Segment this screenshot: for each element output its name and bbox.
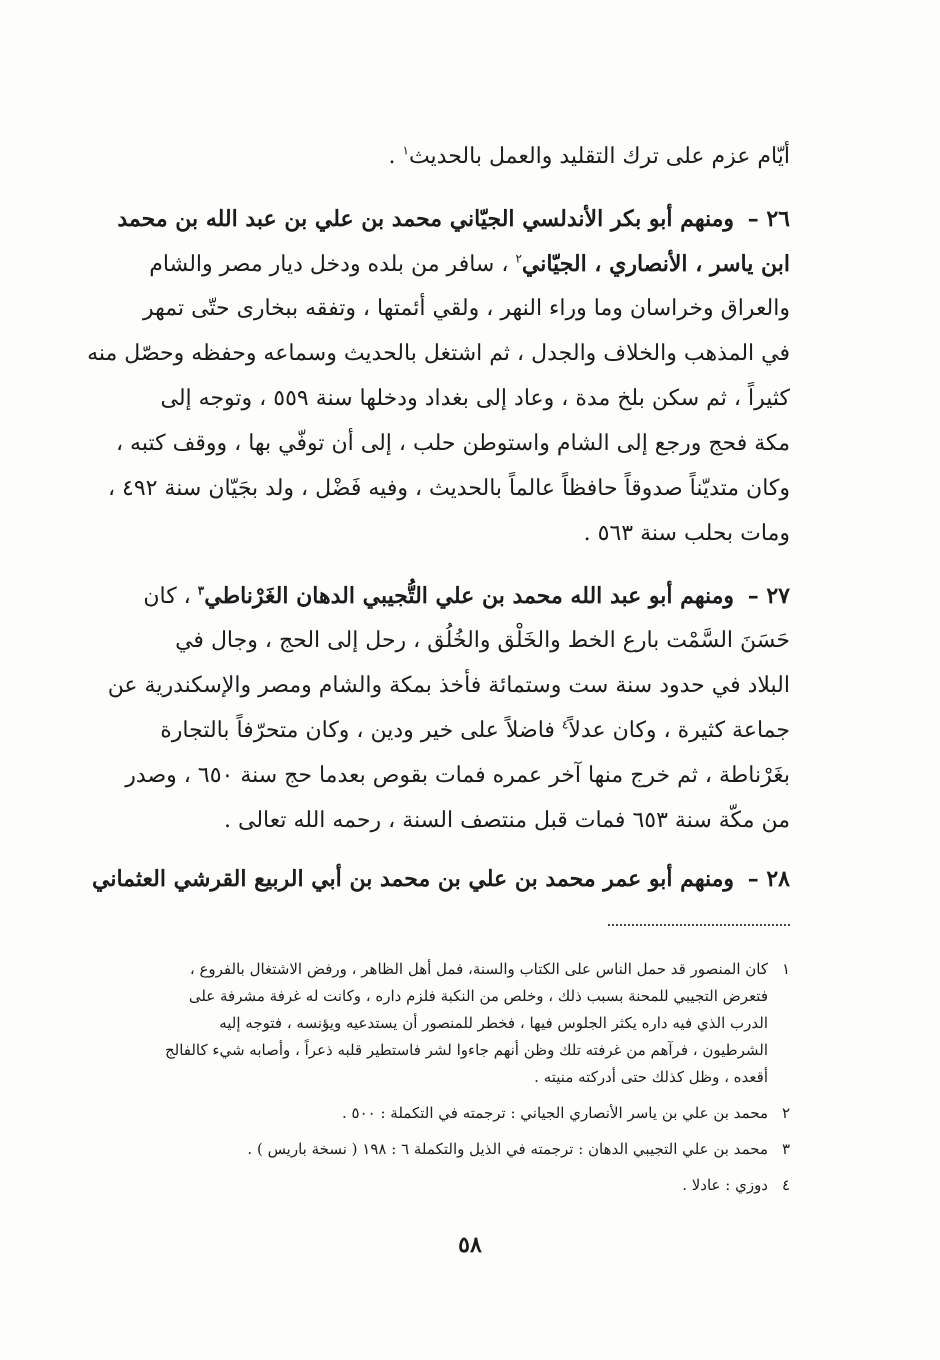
entry-27-line-3: البلاد في حدود سنة ست وستمائة فأخذ بمكة والشام ومصر والإسكندرية عن (107, 673, 790, 698)
text-span: . (388, 144, 403, 169)
footnote-mark: ٢ (781, 1104, 790, 1122)
footnote-ref-2[interactable]: ٢ (515, 251, 522, 266)
footnote-1 (150, 956, 790, 982)
entry-number: ٢٦ – (747, 206, 790, 232)
footnote-text: كان المنصور قد حمل الناس على الكتاب والسنة، فمل أهل الظاهر ، ورفض الاشتغال بالفروع ، (189, 960, 768, 978)
entry-26-line-7: وكان متديّناً صدوقاً حافظاً عالماً بالحديث ، وفيه فَضْل ، ولد بجَيّان سنة ٤٩٢ ، (107, 476, 790, 501)
intro-line (150, 138, 790, 176)
footnote-mark: ٣ (781, 1140, 790, 1158)
entry-lead: ومنهم أبو عبد الله محمد بن علي التُّجيبي الدهان الغَرْناطي (204, 583, 735, 609)
entry-27-heading (143, 577, 790, 615)
text-span: جماعة كثيرة ، وكان عدلاً (568, 718, 790, 743)
page-number: ٥٨ (458, 1232, 482, 1258)
entry-26-line-6: مكة فحج ورجع إلى الشام واستوطن حلب ، إلى أن توفّي بها ، ووقف كتبه ، (115, 431, 790, 456)
text-span: ، سافر من بلده ودخل ديار مصر والشام (149, 252, 516, 277)
footnote-1-line-5: أقعده ، وظل كذلك حتى أدركته منيته . (534, 1068, 768, 1086)
entry-26-heading (117, 200, 790, 238)
footnote-4 (150, 1172, 790, 1198)
footnote-separator (608, 924, 790, 926)
footnote-text: محمد بن علي بن ياسر الأنصاري الجياني : ترجمته في التكملة : ٥٠٠ . (341, 1104, 768, 1122)
entry-number: ٢٧ – (747, 583, 790, 609)
entry-27-line-5: بغَرْناطة ، ثم خرج منها آخر عمره فمات بقوص بعدما حج سنة ٦٥٠ ، وصدر (125, 763, 790, 788)
footnote-3 (150, 1136, 790, 1162)
footnote-ref-1[interactable]: ١ (402, 143, 409, 158)
footnote-1-line-2: فتعرض التجيبي للمحنة بسبب ذلك ، وخلص من النكبة فلزم داره ، وكانت له غرفة مشرفة على (188, 987, 768, 1005)
entry-lead: ومنهم أبو بكر الأندلسي الجيّاني محمد بن علي بن عبد الله بن محمد (117, 206, 735, 232)
entry-26-line-3: والعراق وخراسان وما وراء النهر ، ولقي أئمتها ، وتفقه ببخارى حتّى تمهر (142, 296, 790, 321)
footnote-text: محمد بن علي التجيبي الدهان : ترجمته في الذيل والتكملة ٦ : ١٩٨ ( نسخة باريس ) . (247, 1140, 768, 1158)
entry-lead: ومنهم أبو عمر محمد بن علي بن محمد بن أبي الربيع القرشي العثماني (92, 866, 735, 892)
entry-26-line-4: في المذهب والخلاف والجدل ، ثم اشتغل بالحديث وسماعه وحفظه وحصّل منه (87, 341, 790, 366)
text-span: فاضلاً على خير ودين ، وكان متحرّفاً بالتجارة (160, 718, 562, 743)
footnote-ref-4[interactable]: ٤ (561, 717, 569, 732)
entry-26-line-8: ومات بحلب سنة ٥٦٣ . (583, 521, 790, 546)
footnote-1-line-3: الدرب الذي فيه داره يكثر الجلوس فيها ، فخطر للمنصور أن يستدعيه ويؤنسه ، فتوجه إليه (219, 1014, 768, 1032)
entry-27-line-2: حَسَنَ السَّمْت بارع الخط والخَلْق والخُلُق ، رحل إلى الحج ، وجال في (175, 628, 790, 653)
entry-27-line-6: من مكّة سنة ٦٥٣ فمات قبل منتصف السنة ، رحمه الله تعالى . (224, 808, 790, 833)
footnote-ref-3[interactable]: ٣ (197, 583, 205, 598)
text-span: ، كان (143, 584, 198, 609)
text-span: ابن ياسر ، الأنصاري ، الجيّاني (521, 251, 790, 277)
footnote-2 (150, 1100, 790, 1126)
footnote-mark: ٤ (781, 1176, 790, 1194)
entry-26-line-5: كثيراً ، ثم سكن بلخ مدة ، وعاد إلى بغداد ودخلها سنة ٥٥٩ ، وتوجه إلى (160, 386, 790, 411)
footnote-1-line-4: الشرطيون ، فرآهم من غرفته تلك وظن أنهم جاءوا لشر فاستطير قلبه ذعراً ، وأصابه شيء كالفالج (164, 1041, 768, 1059)
footnote-text: دوزي : عادلا . (682, 1176, 768, 1194)
entry-27-line-4 (150, 712, 790, 750)
entry-number: ٢٨ – (747, 866, 790, 892)
entry-26-line-2 (150, 245, 790, 283)
entry-28-heading (92, 860, 790, 898)
footnote-mark: ١ (781, 960, 790, 978)
text-span: أيّام عزم على ترك التقليد والعمل بالحديث (408, 144, 790, 169)
